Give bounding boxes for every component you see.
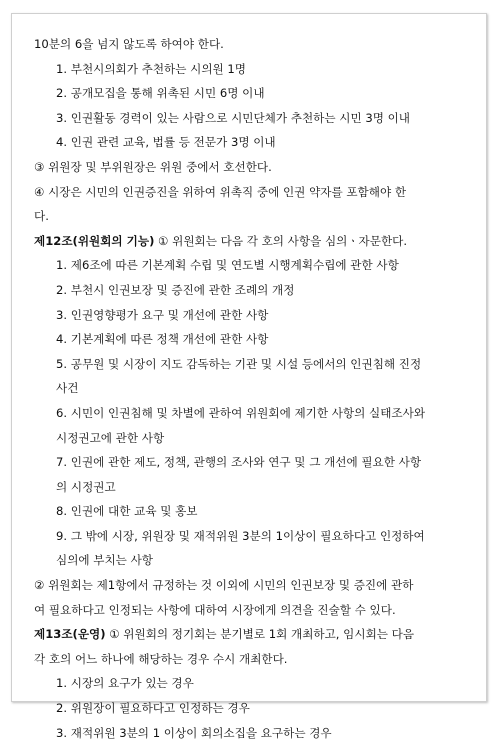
text-line — [34, 401, 468, 426]
line-text: 5. 공무원 및 시장이 지도 감독하는 기관 및 시설 등에서의 인권침해 진정 — [56, 356, 422, 371]
line-text: 10분의 6을 넘지 않도록 하여야 한다. — [34, 37, 224, 51]
text-line — [34, 598, 468, 623]
text-line — [34, 253, 468, 278]
line-text: 3. 인권활동 경력이 있는 사람으로 시민단체가 추천하는 시민 3명 이내 — [56, 110, 410, 125]
line-text: ④ 시장은 시민의 인권증진을 위하여 위촉직 중에 인권 약자를 포함해야 한 — [34, 184, 407, 199]
text-line — [34, 721, 468, 745]
text-line — [34, 130, 468, 155]
line-text: 여 필요하다고 인정되는 사항에 대하여 시장에게 의견을 진술할 수 있다. — [34, 602, 396, 617]
line-text: 각 호의 어느 하나에 해당하는 경우 수시 개최한다. — [34, 651, 288, 666]
text-line — [34, 450, 468, 475]
text-line — [34, 524, 468, 549]
line-text: 시정권고에 관한 사항 — [56, 430, 165, 445]
text-line — [34, 204, 468, 229]
text-line — [34, 376, 468, 401]
article-heading-line — [34, 622, 468, 647]
text-line — [34, 671, 468, 696]
line-text: 다. — [34, 209, 49, 224]
text-line — [34, 57, 468, 82]
line-text: 1. 제6조에 따른 기본계획 수립 및 연도별 시행계획수립에 관한 사항 — [56, 258, 399, 273]
line-text: 심의에 부치는 사항 — [56, 553, 153, 568]
article-title: 제12조(위원회의 기능) — [34, 233, 155, 248]
document-page — [11, 13, 487, 740]
article-title: 제13조(운영) — [34, 627, 106, 642]
text-line — [34, 573, 468, 598]
line-text: 4. 인권 관련 교육, 법률 등 전문가 3명 이내 — [56, 135, 276, 150]
text-line — [34, 180, 468, 205]
line-text: 4. 기본계획에 따른 정책 개선에 관한 사항 — [56, 332, 269, 347]
text-line — [34, 303, 468, 328]
line-text: 1. 부천시의회가 추천하는 시의원 1명 — [56, 61, 246, 76]
line-text: ③ 위원장 및 부위원장은 위원 중에서 호선한다. — [34, 159, 272, 174]
text-line — [34, 475, 468, 500]
text-line — [34, 278, 468, 303]
text-line — [34, 696, 468, 721]
line-text: 2. 부천시 인권보장 및 증진에 관한 조례의 개정 — [56, 282, 295, 297]
line-text: 7. 인권에 관한 제도, 정책, 관행의 조사와 연구 및 그 개선에 필요한 사항 — [56, 455, 422, 470]
text-line — [34, 327, 468, 352]
line-text: 3. 재적위원 3분의 1 이상이 회의소집을 요구하는 경우 — [56, 725, 332, 740]
text-line — [34, 32, 468, 57]
text-line — [34, 548, 468, 573]
line-text: 의 시정권고 — [56, 479, 116, 494]
article-heading-line — [34, 229, 468, 254]
line-text: ① 위원회의 정기회는 분기별로 1회 개최하고, 임시회는 다음 — [105, 627, 415, 642]
document-body — [34, 32, 468, 745]
line-text: 2. 위원장이 필요하다고 인정하는 경우 — [56, 701, 250, 716]
text-line — [34, 426, 468, 451]
text-line — [34, 81, 468, 106]
line-text: 2. 공개모집을 통해 위촉된 시민 6명 이내 — [56, 86, 265, 101]
text-line — [34, 647, 468, 672]
line-text: 6. 시민이 인권침해 및 차별에 관하여 위원회에 제기한 사항의 실태조사와 — [56, 405, 426, 420]
line-text: 사건 — [56, 381, 79, 396]
text-line — [34, 499, 468, 524]
line-text: ① 위원회는 다음 각 호의 사항을 심의ㆍ자문한다. — [154, 233, 408, 248]
line-text: 1. 시장의 요구가 있는 경우 — [56, 676, 194, 691]
line-text: 3. 인권영향평가 요구 및 개선에 관한 사항 — [56, 307, 269, 322]
text-line — [34, 106, 468, 131]
line-text: 8. 인권에 대한 교육 및 홍보 — [56, 504, 198, 519]
text-line — [34, 352, 468, 377]
line-text: 9. 그 밖에 시장, 위원장 및 재적위원 3분의 1이상이 필요하다고 인정하여 — [56, 528, 425, 543]
line-text: ② 위원회는 제1항에서 규정하는 것 이외에 시민의 인권보장 및 증진에 관하 — [34, 578, 414, 593]
text-line — [34, 155, 468, 180]
